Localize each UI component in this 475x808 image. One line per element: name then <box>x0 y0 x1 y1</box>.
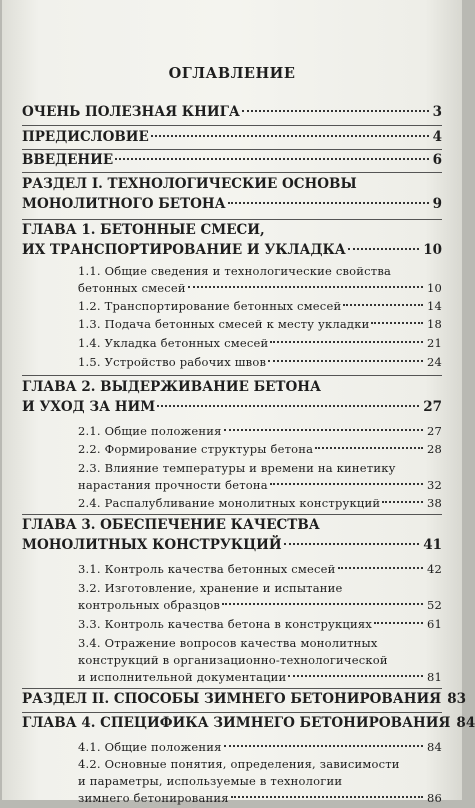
divider <box>22 375 442 376</box>
toc-entry-title-line: РАЗДЕЛ I. ТЕХНОЛОГИЧЕСКИЕ ОСНОВЫ <box>22 176 357 192</box>
toc-entry-title-line: 2.3. Влияние температуры и времени на кинетику <box>78 461 396 475</box>
leader-dots <box>231 796 423 798</box>
toc-entry-1-3 <box>22 317 442 334</box>
leader-dots <box>284 543 420 545</box>
leader-dots <box>188 286 423 288</box>
toc-page-number: 6 <box>432 152 442 168</box>
toc-entry-title-line: бетонных смесей <box>78 281 186 295</box>
leader-dots <box>382 501 423 503</box>
toc-entry-title: 2.1. Общие положения <box>78 424 222 438</box>
toc-entry-title: 3.1. Контроль качества бетонных смесей <box>78 562 336 576</box>
toc-entry-1-2 <box>22 299 442 316</box>
toc-entry-title-line: ГЛАВА 3. ОБЕСПЕЧЕНИЕ КАЧЕСТВА <box>22 517 320 533</box>
toc-entry-title-line: ГЛАВА 2. ВЫДЕРЖИВАНИЕ БЕТОНА <box>22 379 321 395</box>
toc-entry-3-1 <box>22 562 442 579</box>
toc-entry-chapter-2 <box>22 379 442 419</box>
leader-dots <box>222 603 423 605</box>
toc-page-number: 42 <box>426 562 442 576</box>
leader-dots <box>371 322 422 324</box>
toc-entry-title: ГЛАВА 4. СПЕЦИФИКА ЗИМНЕГО БЕТОНИРОВАНИЯ <box>22 715 451 731</box>
toc-entry-title: 1.4. Укладка бетонных смесей <box>78 336 269 350</box>
toc-entry-title-line: контрольных образцов <box>78 598 221 612</box>
toc-entry-title: 2.4. Распалубливание монолитных конструкций <box>78 496 381 510</box>
toc-entry-title: 1.3. Подача бетонных смесей к месту укладки <box>78 317 370 331</box>
toc-page-number: 86 <box>426 791 442 805</box>
toc-page-number: 32 <box>426 478 442 492</box>
divider <box>22 688 442 689</box>
toc-entry-2-2 <box>22 442 442 459</box>
toc-entry-title-line: 3.2. Изготовление, хранение и испытание <box>78 581 343 595</box>
toc-entry-1-5 <box>22 355 442 372</box>
toc-entry-title: 1.2. Транспортирование бетонных смесей <box>78 299 342 313</box>
divider <box>22 219 442 220</box>
toc-entry-1-4 <box>22 336 442 353</box>
toc-entry-title: ВВЕДЕНИЕ <box>22 152 114 168</box>
leader-dots <box>343 304 423 306</box>
toc-page-number: 41 <box>423 537 442 553</box>
leader-dots <box>268 360 423 362</box>
toc-entry-2-3 <box>22 461 442 495</box>
toc-entry-2-4 <box>22 496 442 513</box>
toc-entry-title-line: ИХ ТРАНСПОРТИРОВАНИЕ И УКЛАДКА <box>22 242 346 258</box>
toc-page-number: 61 <box>426 617 442 631</box>
toc-entry-title: 3.3. Контроль качества бетона в конструкциях <box>78 617 373 631</box>
toc-page-number: 18 <box>426 317 442 331</box>
toc-entry-title-line: И УХОД ЗА НИМ <box>22 399 156 415</box>
toc-entry-chapter-1 <box>22 222 442 262</box>
toc-entry-very-useful-book <box>22 104 442 124</box>
toc-entry-section-2 <box>22 691 466 711</box>
toc-heading: ОГЛАВЛЕНИЕ <box>168 65 296 82</box>
toc-entry-3-4 <box>22 636 442 687</box>
toc-entry-3-3 <box>22 617 442 634</box>
toc-entry-title-line: 1.1. Общие сведения и технологические свойства <box>78 264 392 278</box>
toc-page-number: 81 <box>426 670 442 684</box>
leader-dots <box>288 675 423 677</box>
toc-entry-title-line: МОНОЛИТНЫХ КОНСТРУКЦИЙ <box>22 537 282 553</box>
leader-dots <box>270 341 423 343</box>
toc-entry-title: ПРЕДИСЛОВИЕ <box>22 129 149 145</box>
toc-page-number: 10 <box>426 281 442 295</box>
toc-entry-4-2 <box>22 757 442 774</box>
toc-entry-title-line: 4.2. Основные понятия, определения, зависимости <box>78 757 400 771</box>
toc-entry-preface <box>22 129 442 149</box>
toc-page-number: 10 <box>423 242 442 258</box>
toc-entry-title-line: нарастания прочности бетона <box>78 478 268 492</box>
toc-entry-title-line: ГЛАВА 1. БЕТОННЫЕ СМЕСИ, <box>22 222 265 238</box>
leader-dots <box>374 622 423 624</box>
leader-dots <box>242 110 429 112</box>
toc-entry-title: 2.2. Формирование структуры бетона <box>78 442 314 456</box>
leader-dots <box>151 135 429 137</box>
divider <box>22 149 442 150</box>
leader-dots <box>338 567 423 569</box>
toc-entry-1-1 <box>22 264 442 298</box>
toc-page-number: 24 <box>426 355 442 369</box>
toc-entry-title-line: и исполнительной документации <box>78 670 287 684</box>
toc-entry-title-line: зимнего бетонирования <box>78 791 229 805</box>
toc-entry-chapter-4 <box>22 715 475 735</box>
toc-entry-4-2-cont <box>22 774 442 791</box>
leader-dots <box>348 248 419 250</box>
toc-entry-title-line: МОНОЛИТНОГО БЕТОНА <box>22 196 226 212</box>
leader-dots <box>115 158 428 160</box>
toc-page-number: 84 <box>456 715 475 731</box>
toc-entry-4-2-end <box>22 791 442 808</box>
toc-entry-title: 1.5. Устройство рабочих швов <box>78 355 267 369</box>
toc-entry-2-1 <box>22 424 442 441</box>
toc-page-number: 9 <box>432 196 442 212</box>
toc-page-number: 84 <box>426 740 442 754</box>
toc-entry-title-line: и параметры, используемые в технологии <box>78 774 343 788</box>
toc-entry-section-1 <box>22 176 442 216</box>
toc-entry-3-2 <box>22 581 442 615</box>
toc-page-number: 14 <box>426 299 442 313</box>
leader-dots <box>157 405 419 407</box>
toc-page-number: 28 <box>426 442 442 456</box>
toc-entry-4-1 <box>22 740 442 757</box>
toc-page-number: 38 <box>426 496 442 510</box>
toc-entry-title: 4.1. Общие положения <box>78 740 222 754</box>
toc-entry-introduction <box>22 152 442 172</box>
toc-entry-title: ОЧЕНЬ ПОЛЕЗНАЯ КНИГА <box>22 104 240 120</box>
toc-page-number: 83 <box>447 691 466 707</box>
toc-page-number: 52 <box>426 598 442 612</box>
toc-entry-chapter-3 <box>22 517 442 557</box>
toc-page-number: 21 <box>426 336 442 350</box>
divider <box>22 712 442 713</box>
leader-dots <box>315 447 423 449</box>
book-page <box>2 0 475 805</box>
toc-page-number: 4 <box>432 129 442 145</box>
leader-dots <box>224 745 423 747</box>
divider <box>22 514 442 515</box>
toc-entry-title-line: конструкций в организационно-технологической <box>78 653 388 667</box>
toc-page-number: 27 <box>423 399 442 415</box>
leader-dots <box>270 483 423 485</box>
toc-entry-title: РАЗДЕЛ II. СПОСОБЫ ЗИМНЕГО БЕТОНИРОВАНИЯ <box>22 691 442 707</box>
leader-dots <box>224 429 423 431</box>
leader-dots <box>228 202 429 204</box>
toc-page-number: 27 <box>426 424 442 438</box>
toc-entry-title-line: 3.4. Отражение вопросов качества монолитных <box>78 636 378 650</box>
divider <box>22 172 442 173</box>
divider <box>22 125 442 126</box>
toc-page-number: 3 <box>432 104 442 120</box>
